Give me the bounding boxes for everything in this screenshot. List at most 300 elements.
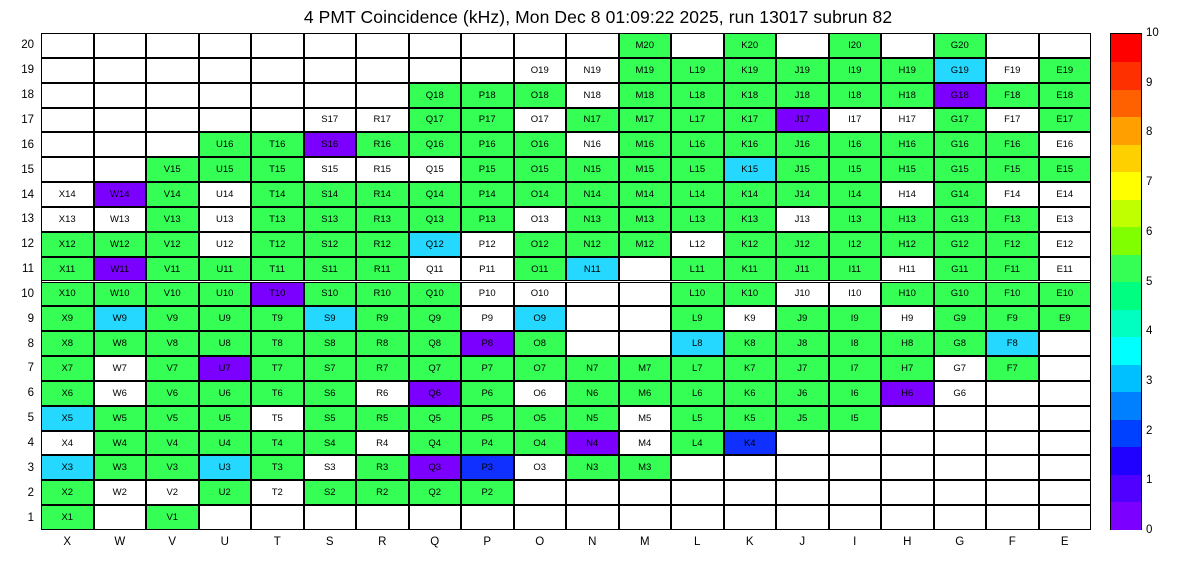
heatmap-cell-O10: O10 [514, 282, 567, 307]
colorbar-tick-0: 0 [1146, 524, 1153, 536]
heatmap-cell-K19: K19 [724, 58, 777, 83]
heatmap-cell [199, 108, 252, 133]
heatmap-cell-W6: W6 [94, 381, 147, 406]
heatmap-cell-P7: P7 [461, 356, 514, 381]
heatmap-cell [986, 480, 1039, 505]
chart-title: 4 PMT Coincidence (kHz), Mon Dec 8 01:09:22 2025, run 13017 subrun 82 [303, 7, 893, 27]
heatmap-cell [619, 257, 672, 282]
colorbar-segment [1111, 282, 1141, 310]
heatmap-cell-R5: R5 [356, 406, 409, 431]
heatmap-cell-V6: V6 [146, 381, 199, 406]
heatmap-cell [1039, 331, 1092, 356]
heatmap-cell-N15: N15 [566, 157, 619, 182]
heatmap-cell-I13: I13 [829, 207, 882, 232]
heatmap-cell-F18: F18 [986, 83, 1039, 108]
heatmap-cell-N14: N14 [566, 182, 619, 207]
heatmap-cell-F7: F7 [986, 356, 1039, 381]
x-axis-tick-H: H [903, 536, 912, 548]
heatmap-cell-V15: V15 [146, 157, 199, 182]
heatmap-cell-E13: E13 [1039, 207, 1092, 232]
heatmap-cell-J8: J8 [776, 331, 829, 356]
heatmap-cell-U4: U4 [199, 431, 252, 456]
heatmap-cell-N5: N5 [566, 406, 619, 431]
heatmap-cell-X5: X5 [41, 406, 94, 431]
heatmap-cell-V13: V13 [146, 207, 199, 232]
heatmap-cell-P8: P8 [461, 331, 514, 356]
heatmap-cell [986, 406, 1039, 431]
heatmap-cell-V5: V5 [146, 406, 199, 431]
colorbar-segment [1111, 62, 1141, 90]
heatmap-cell-G8: G8 [934, 331, 987, 356]
heatmap-cell-R9: R9 [356, 306, 409, 331]
heatmap-cell [881, 480, 934, 505]
y-axis-tick-10: 10 [21, 287, 34, 300]
colorbar-tick-8: 8 [1146, 126, 1153, 139]
heatmap-cell-X10: X10 [41, 282, 94, 307]
heatmap-cell-T5: T5 [251, 406, 304, 431]
heatmap-cell [251, 33, 304, 58]
heatmap-cell [986, 505, 1039, 530]
heatmap-cell-L4: L4 [671, 431, 724, 456]
heatmap-cell-P18: P18 [461, 83, 514, 108]
heatmap-cell [94, 157, 147, 182]
heatmap-cell [671, 480, 724, 505]
heatmap-cell-I18: I18 [829, 83, 882, 108]
heatmap-cell-R4: R4 [356, 431, 409, 456]
heatmap-cell [934, 406, 987, 431]
colorbar-segment [1111, 447, 1141, 475]
heatmap-cell [619, 480, 672, 505]
heatmap-cell [409, 505, 462, 530]
heatmap-cell [304, 505, 357, 530]
y-axis-tick-9: 9 [27, 312, 34, 325]
x-axis-tick-T: T [273, 536, 281, 548]
heatmap-cell [619, 282, 672, 307]
y-axis-tick-15: 15 [21, 163, 34, 176]
heatmap-cell [776, 33, 829, 58]
heatmap-cell-T2: T2 [251, 480, 304, 505]
colorbar-tick-10: 10 [1146, 27, 1159, 39]
heatmap-cell-E16: E16 [1039, 132, 1092, 157]
heatmap-cell-J13: J13 [776, 207, 829, 232]
y-axis-tick-8: 8 [27, 337, 34, 350]
heatmap-cell-P15: P15 [461, 157, 514, 182]
heatmap-cell-R3: R3 [356, 455, 409, 480]
heatmap-cell-F16: F16 [986, 132, 1039, 157]
x-axis-tick-P: P [483, 536, 492, 548]
x-axis-tick-S: S [325, 536, 334, 548]
heatmap-cell-S3: S3 [304, 455, 357, 480]
heatmap-cell-Q6: Q6 [409, 381, 462, 406]
colorbar-segment [1111, 419, 1141, 447]
heatmap-cell-M7: M7 [619, 356, 672, 381]
heatmap-cell-L19: L19 [671, 58, 724, 83]
heatmap-cell-R6: R6 [356, 381, 409, 406]
heatmap-cell-H19: H19 [881, 58, 934, 83]
heatmap-cell-U10: U10 [199, 282, 252, 307]
colorbar-segment [1111, 502, 1141, 530]
heatmap-cell-O9: O9 [514, 306, 567, 331]
heatmap-cell [566, 505, 619, 530]
heatmap-cell-S12: S12 [304, 232, 357, 257]
heatmap-cell-M5: M5 [619, 406, 672, 431]
heatmap-cell-X4: X4 [41, 431, 94, 456]
heatmap-cell-Q3: Q3 [409, 455, 462, 480]
heatmap-cell-G19: G19 [934, 58, 987, 83]
heatmap-cell-U7: U7 [199, 356, 252, 381]
heatmap-cell-H10: H10 [881, 282, 934, 307]
heatmap-cell-L13: L13 [671, 207, 724, 232]
heatmap-cell [724, 480, 777, 505]
heatmap-cell [94, 132, 147, 157]
heatmap-cell [566, 306, 619, 331]
heatmap-cell-O17: O17 [514, 108, 567, 133]
heatmap-cell-Q2: Q2 [409, 480, 462, 505]
x-axis-tick-N: N [588, 536, 597, 548]
heatmap-cell-G15: G15 [934, 157, 987, 182]
heatmap-cell-W10: W10 [94, 282, 147, 307]
heatmap-cell-K11: K11 [724, 257, 777, 282]
heatmap-cell-K12: K12 [724, 232, 777, 257]
heatmap-cell-Q7: Q7 [409, 356, 462, 381]
heatmap-cell-H7: H7 [881, 356, 934, 381]
heatmap-cell-O6: O6 [514, 381, 567, 406]
heatmap-cell-K14: K14 [724, 182, 777, 207]
heatmap-cell-Q12: Q12 [409, 232, 462, 257]
heatmap-cell-L17: L17 [671, 108, 724, 133]
heatmap-cell-J10: J10 [776, 282, 829, 307]
heatmap-cell [881, 455, 934, 480]
heatmap-cell-V3: V3 [146, 455, 199, 480]
heatmap-cell-W11: W11 [94, 257, 147, 282]
heatmap-cell-P5: P5 [461, 406, 514, 431]
heatmap-cell [94, 58, 147, 83]
x-axis-tick-O: O [535, 536, 545, 548]
heatmap-cell [199, 83, 252, 108]
heatmap-cell-T10: T10 [251, 282, 304, 307]
heatmap-cell [881, 406, 934, 431]
heatmap-cell-F13: F13 [986, 207, 1039, 232]
heatmap-cell-J15: J15 [776, 157, 829, 182]
heatmap-cell-M17: M17 [619, 108, 672, 133]
heatmap-cell-U8: U8 [199, 331, 252, 356]
heatmap-cell-E17: E17 [1039, 108, 1092, 133]
heatmap-cell [251, 58, 304, 83]
heatmap-cell-U15: U15 [199, 157, 252, 182]
heatmap-cell-J6: J6 [776, 381, 829, 406]
heatmap-cell-J9: J9 [776, 306, 829, 331]
y-axis-tick-11: 11 [22, 263, 34, 276]
y-axis-tick-20: 20 [21, 39, 34, 52]
heatmap-cell [94, 33, 147, 58]
y-axis-tick-18: 18 [21, 89, 34, 102]
heatmap-cell-X14: X14 [41, 182, 94, 207]
heatmap-cell [356, 505, 409, 530]
heatmap-cell-F12: F12 [986, 232, 1039, 257]
heatmap-cell-K20: K20 [724, 33, 777, 58]
x-axis-tick-Q: Q [430, 536, 440, 548]
heatmap-cell [41, 157, 94, 182]
heatmap-cell-R2: R2 [356, 480, 409, 505]
heatmap-cell-K10: K10 [724, 282, 777, 307]
heatmap-cell-J17: J17 [776, 108, 829, 133]
heatmap-cell [251, 505, 304, 530]
heatmap-cell [94, 83, 147, 108]
heatmap-cell-I15: I15 [829, 157, 882, 182]
heatmap-cell [829, 505, 882, 530]
heatmap-cell-Q8: Q8 [409, 331, 462, 356]
heatmap-cell-G14: G14 [934, 182, 987, 207]
heatmap-cell [566, 331, 619, 356]
heatmap-cell-W4: W4 [94, 431, 147, 456]
heatmap-cell-N4: N4 [566, 431, 619, 456]
heatmap-cell-S17: S17 [304, 108, 357, 133]
heatmap-cell-O5: O5 [514, 406, 567, 431]
heatmap-cell-I7: I7 [829, 356, 882, 381]
heatmap-cell-E10: E10 [1039, 282, 1092, 307]
heatmap-cell-L12: L12 [671, 232, 724, 257]
heatmap-cell [619, 505, 672, 530]
heatmap-cell [776, 455, 829, 480]
colorbar-segment [1111, 89, 1141, 117]
heatmap-cell-W12: W12 [94, 232, 147, 257]
heatmap-cell-N7: N7 [566, 356, 619, 381]
heatmap-cell-R11: R11 [356, 257, 409, 282]
heatmap-cell-U11: U11 [199, 257, 252, 282]
colorbar-tick-7: 7 [1146, 176, 1153, 189]
heatmap-cell-U16: U16 [199, 132, 252, 157]
heatmap-cell [41, 108, 94, 133]
heatmap-cell-J19: J19 [776, 58, 829, 83]
heatmap-cell-G11: G11 [934, 257, 987, 282]
heatmap-cell-V10: V10 [146, 282, 199, 307]
colorbar-tick-1: 1 [1146, 474, 1153, 487]
heatmap-cell [776, 505, 829, 530]
heatmap-cell-R13: R13 [356, 207, 409, 232]
heatmap-cell-S16: S16 [304, 132, 357, 157]
heatmap-cell-W3: W3 [94, 455, 147, 480]
heatmap-cell-O11: O11 [514, 257, 567, 282]
heatmap-cell [461, 58, 514, 83]
heatmap-cell [41, 58, 94, 83]
y-axis-tick-1: 1 [27, 511, 34, 524]
heatmap-cell-X1: X1 [41, 505, 94, 530]
heatmap-cell-W13: W13 [94, 207, 147, 232]
heatmap-cell-Q9: Q9 [409, 306, 462, 331]
x-axis-tick-V: V [168, 536, 177, 548]
heatmap-cell-H14: H14 [881, 182, 934, 207]
heatmap-cell [986, 455, 1039, 480]
heatmap-cell-U9: U9 [199, 306, 252, 331]
heatmap-cell-P10: P10 [461, 282, 514, 307]
heatmap-cell-N3: N3 [566, 455, 619, 480]
heatmap-cell-I14: I14 [829, 182, 882, 207]
heatmap-cell-N12: N12 [566, 232, 619, 257]
heatmap-cell-W5: W5 [94, 406, 147, 431]
colorbar-segment [1111, 474, 1141, 502]
heatmap-cell-Q18: Q18 [409, 83, 462, 108]
heatmap-cell-H8: H8 [881, 331, 934, 356]
heatmap-cell-T15: T15 [251, 157, 304, 182]
x-axis-tick-W: W [114, 536, 126, 548]
heatmap-cell-M14: M14 [619, 182, 672, 207]
heatmap-cell-K16: K16 [724, 132, 777, 157]
heatmap-cell-O8: O8 [514, 331, 567, 356]
heatmap-cell-M20: M20 [619, 33, 672, 58]
heatmap-cell-U5: U5 [199, 406, 252, 431]
heatmap-cell-P14: P14 [461, 182, 514, 207]
heatmap-cell-P11: P11 [461, 257, 514, 282]
heatmap-cell-E12: E12 [1039, 232, 1092, 257]
heatmap-cell-I17: I17 [829, 108, 882, 133]
heatmap-cell-R14: R14 [356, 182, 409, 207]
colorbar-tick-4: 4 [1146, 325, 1153, 338]
heatmap-cell-T16: T16 [251, 132, 304, 157]
heatmap-cell-E18: E18 [1039, 83, 1092, 108]
heatmap-cell-J14: J14 [776, 182, 829, 207]
heatmap-cell [94, 505, 147, 530]
heatmap-cell-V12: V12 [146, 232, 199, 257]
heatmap-cell-R16: R16 [356, 132, 409, 157]
colorbar-segment [1111, 172, 1141, 200]
colorbar-tick-2: 2 [1146, 424, 1153, 437]
heatmap-cell-I16: I16 [829, 132, 882, 157]
heatmap-cell-M19: M19 [619, 58, 672, 83]
heatmap-cell-L10: L10 [671, 282, 724, 307]
heatmap-cell [881, 431, 934, 456]
heatmap-cell-X12: X12 [41, 232, 94, 257]
heatmap-cell-I5: I5 [829, 406, 882, 431]
heatmap-cell-P6: P6 [461, 381, 514, 406]
heatmap-cell-J12: J12 [776, 232, 829, 257]
heatmap-cell [146, 108, 199, 133]
colorbar-tick-6: 6 [1146, 225, 1153, 238]
colorbar-tick-9: 9 [1146, 76, 1153, 89]
heatmap-cell-T8: T8 [251, 331, 304, 356]
heatmap-cell-W8: W8 [94, 331, 147, 356]
x-axis-tick-I: I [853, 536, 857, 548]
heatmap-cell-E9: E9 [1039, 306, 1092, 331]
heatmap-cell-L6: L6 [671, 381, 724, 406]
heatmap-cell [619, 306, 672, 331]
heatmap-cell-I6: I6 [829, 381, 882, 406]
y-axis-tick-3: 3 [27, 461, 34, 474]
heatmap-cell [934, 455, 987, 480]
heatmap-cell-S13: S13 [304, 207, 357, 232]
colorbar-segment [1111, 144, 1141, 172]
heatmap-cell-G7: G7 [934, 356, 987, 381]
heatmap-cell-S7: S7 [304, 356, 357, 381]
heatmap-cell [514, 505, 567, 530]
heatmap-cell [829, 455, 882, 480]
heatmap-cell-U6: U6 [199, 381, 252, 406]
heatmap-cell-F19: F19 [986, 58, 1039, 83]
heatmap-cell [199, 33, 252, 58]
heatmap-cell-J18: J18 [776, 83, 829, 108]
heatmap-cell-K7: K7 [724, 356, 777, 381]
colorbar-segment [1111, 117, 1141, 145]
heatmap-cell-V4: V4 [146, 431, 199, 456]
heatmap-cell-H11: H11 [881, 257, 934, 282]
heatmap-cell-R17: R17 [356, 108, 409, 133]
y-axis-tick-4: 4 [27, 437, 34, 450]
heatmap-cell-H12: H12 [881, 232, 934, 257]
heatmap-cell-R8: R8 [356, 331, 409, 356]
heatmap-cell-T13: T13 [251, 207, 304, 232]
heatmap-cell [356, 33, 409, 58]
heatmap-cell-X11: X11 [41, 257, 94, 282]
heatmap-cell-L11: L11 [671, 257, 724, 282]
heatmap-cell [514, 480, 567, 505]
heatmap-cell-Q15: Q15 [409, 157, 462, 182]
heatmap-cell-O16: O16 [514, 132, 567, 157]
x-axis-tick-M: M [639, 536, 650, 548]
heatmap-cell-W9: W9 [94, 306, 147, 331]
heatmap-cell [1039, 505, 1092, 530]
heatmap-cell [724, 455, 777, 480]
heatmap-cell-L7: L7 [671, 356, 724, 381]
heatmap-cell [934, 431, 987, 456]
heatmap-cell [514, 33, 567, 58]
heatmap-cell-F17: F17 [986, 108, 1039, 133]
colorbar-segment [1111, 199, 1141, 227]
heatmap-cell-S2: S2 [304, 480, 357, 505]
heatmap-cell-S15: S15 [304, 157, 357, 182]
heatmap-cell [356, 58, 409, 83]
heatmap-cell-O7: O7 [514, 356, 567, 381]
heatmap-cell-H17: H17 [881, 108, 934, 133]
heatmap-cell-G12: G12 [934, 232, 987, 257]
heatmap-cell [1039, 406, 1092, 431]
heatmap-cell-N11: N11 [566, 257, 619, 282]
x-axis-tick-X: X [63, 536, 72, 548]
heatmap-cell [671, 455, 724, 480]
heatmap-cell-X6: X6 [41, 381, 94, 406]
heatmap-cell-N19: N19 [566, 58, 619, 83]
heatmap-cell-M13: M13 [619, 207, 672, 232]
heatmap-cell [986, 33, 1039, 58]
y-axis-tick-13: 13 [21, 213, 34, 226]
heatmap-cell-G6: G6 [934, 381, 987, 406]
heatmap-cell-L9: L9 [671, 306, 724, 331]
y-axis-tick-5: 5 [27, 412, 34, 425]
heatmap-cell-I20: I20 [829, 33, 882, 58]
heatmap-cell-T3: T3 [251, 455, 304, 480]
heatmap-cell-K18: K18 [724, 83, 777, 108]
heatmap-cell-F15: F15 [986, 157, 1039, 182]
heatmap-cell-Q4: Q4 [409, 431, 462, 456]
heatmap-cell-G17: G17 [934, 108, 987, 133]
heatmap-cell-N18: N18 [566, 83, 619, 108]
heatmap-cell-E11: E11 [1039, 257, 1092, 282]
heatmap-cell-N6: N6 [566, 381, 619, 406]
heatmap-cell-J16: J16 [776, 132, 829, 157]
heatmap-cell-W2: W2 [94, 480, 147, 505]
heatmap-cell-P4: P4 [461, 431, 514, 456]
colorbar-segment [1111, 337, 1141, 365]
heatmap-cell-I19: I19 [829, 58, 882, 83]
heatmap-cell-F10: F10 [986, 282, 1039, 307]
heatmap-cell [304, 33, 357, 58]
heatmap-cell-P2: P2 [461, 480, 514, 505]
heatmap-cell-I12: I12 [829, 232, 882, 257]
heatmap-cell-S4: S4 [304, 431, 357, 456]
heatmap-cell-H6: H6 [881, 381, 934, 406]
heatmap-cell [41, 132, 94, 157]
heatmap-cell [986, 431, 1039, 456]
heatmap-cell-V8: V8 [146, 331, 199, 356]
heatmap-cell-O18: O18 [514, 83, 567, 108]
